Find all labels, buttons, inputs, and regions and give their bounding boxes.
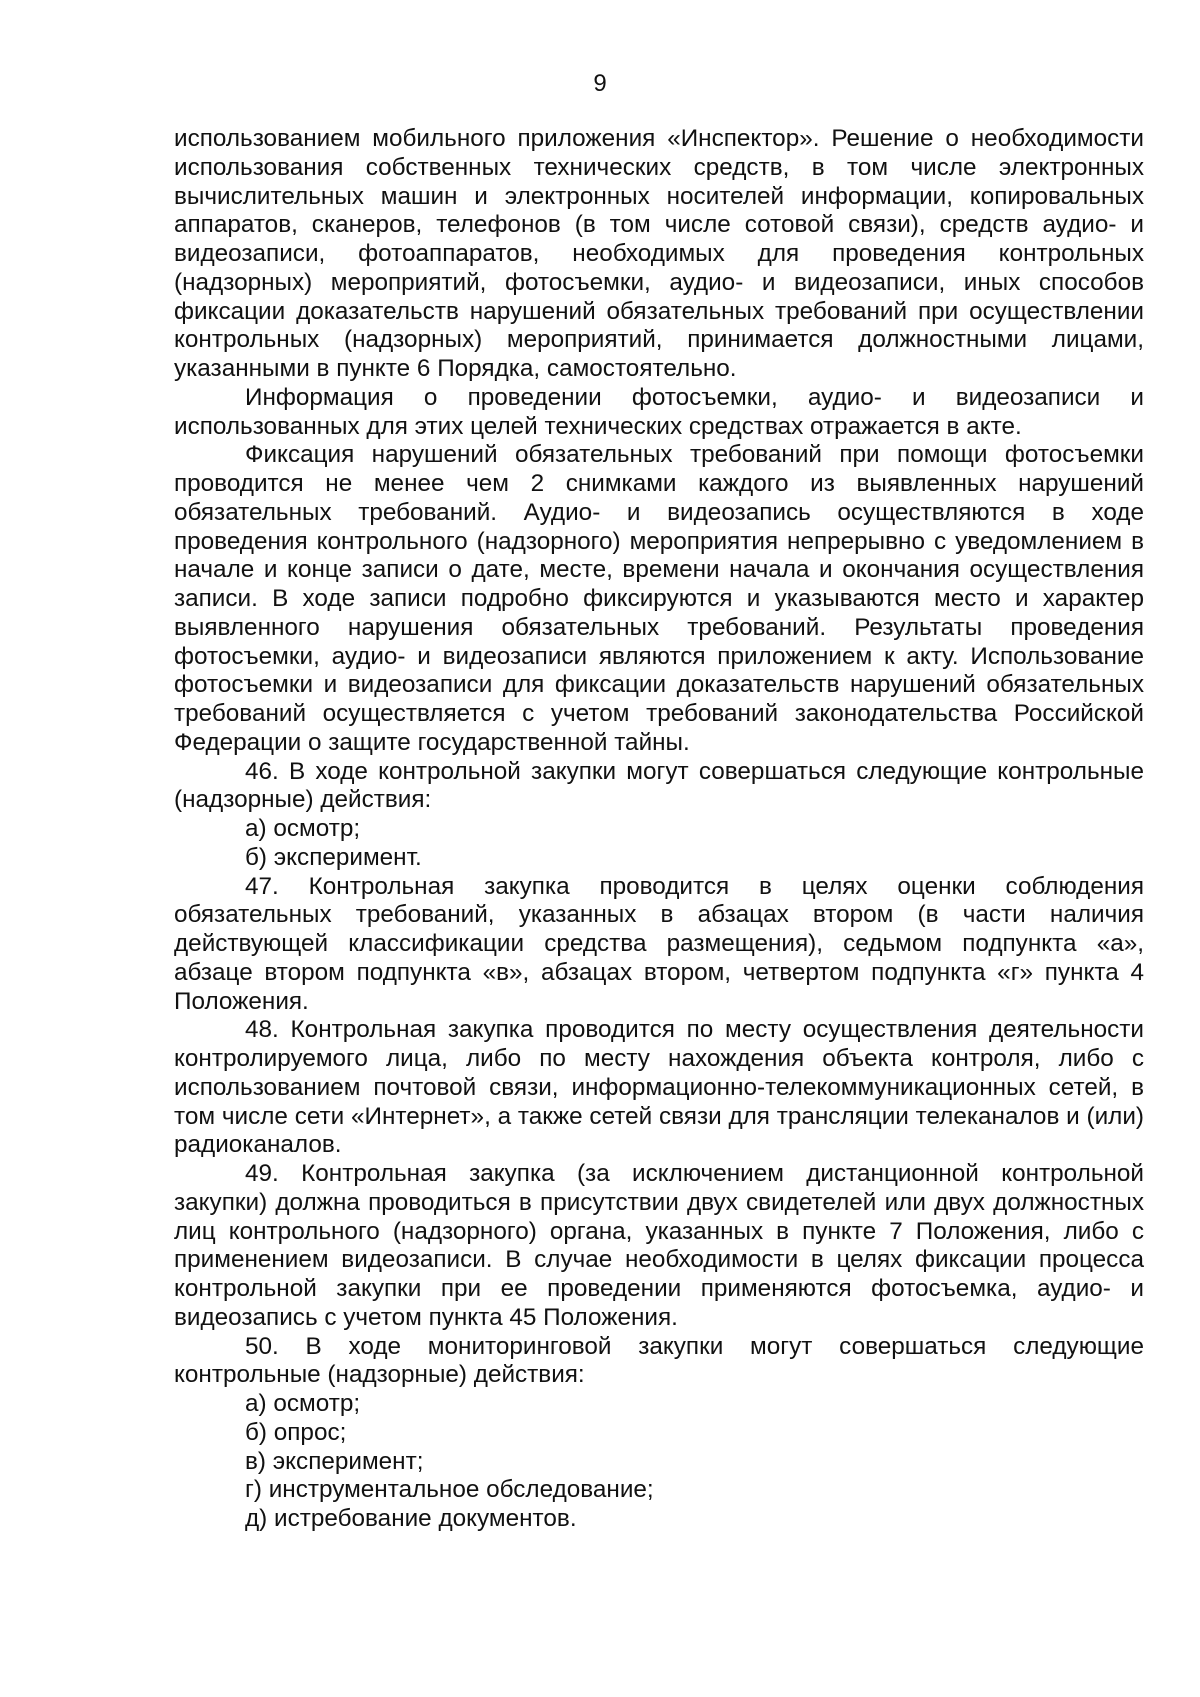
paragraph-photo-fixation: Фиксация нарушений обязательных требований при помощи фотосъемки проводится не менее чем 2 снимками каждого из выявленных нарушений обязательных требований. Аудио- и видеозапись осуществляются в ходе проведения контрольного (надзорного) мероприятия непрерывно с уведомлением в начале и конце записи о дате, месте, времени начала и окончания осуществления записи. В ходе записи подробно фиксируются и указываются место и характер выявленного нарушения обязательных требований. Результаты проведения фотосъемки, аудио- и видеозаписи являются приложением к акту. Использование фотосъемки и видеозаписи для фиксации доказательств нарушений обязательных требований осуществляется с учетом требований законодательства Российской Федерации о защите государственной тайны. [174, 441, 1144, 756]
list-item-a-inspection: а) осмотр; [245, 815, 361, 842]
list-item-d-instrumental-examination: г) инструментальное обследование; [245, 1476, 654, 1504]
clause-46: 46. В ходе контрольной закупки могут совершаться следующие контрольные (надзорные) действия: [174, 757, 1144, 814]
paragraph-info-fixation: Информация о проведении фотосъемки, аудио- и видеозаписи и использованных для этих целей технических средствах отражается в акте. [174, 383, 1144, 440]
clause-50: 50. В ходе мониторинговой закупки могут совершаться следующие контрольные (надзорные) действия: [174, 1332, 1144, 1389]
clause-47: 47. Контрольная закупка проводится в целях оценки соблюдения обязательных требований, указанных в абзацах втором (в части наличия действующей классификации средства размещения), седьмом подпункта «а», абзаце втором подпункта «в», абзацах втором, четвертом подпункта «г» пункта 4 Положения. [174, 872, 1144, 1015]
list-item-a-inspection: а) осмотр; [245, 1390, 361, 1417]
paragraph-continuation: использованием мобильного приложения «Инспектор». Решение о необходимости использования собственных технических средств, в том числе электронных вычислительных машин и электронных носителей информации, копировальных аппаратов, сканеров, телефонов (в том числе сотовой связи), средств аудио- и видеозаписи, фотоаппаратов, необходимых для проведения контрольных (надзорных) мероприятий, фотосъемки, аудио- и видеозаписи, иных способов фиксации доказательств нарушений обязательных требований при осуществлении контрольных (надзорных) мероприятий, принимается должностными лицами, указанными в пункте 6 Порядка, самостоятельно. [174, 125, 1144, 382]
clause-49: 49. Контрольная закупка (за исключением дистанционной контрольной закупки) должна проводиться в присутствии двух свидетелей или двух должностных лиц контрольного (надзорного) органа, указанных в пункте 7 Положения, либо с применением видеозаписи. В случае необходимости в целях фиксации процесса контрольной закупки при ее проведении применяются фотосъемка, аудио- и видеозапись с учетом пункта 45 Положения. [174, 1160, 1144, 1331]
list-item-e-document-request: д) истребование документов. [245, 1505, 577, 1532]
clause-48: 48. Контрольная закупка проводится по месту осуществления деятельности контролируемого лица, либо по месту нахождения объекта контроля, либо с использованием почтовой связи, информационно-телекоммуникационных сетей, в том числе сети «Интернет», а также сетей связи для трансляции телеканалов и (или) радиоканалов. [174, 1016, 1144, 1159]
list-item-b-survey: б) опрос; [245, 1418, 347, 1446]
list-item-b-experiment: б) эксперимент. [245, 843, 422, 871]
page-number: 9 [593, 70, 607, 97]
document-body [174, 125, 1144, 1534]
list-item-c-experiment: в) эксперимент; [245, 1447, 424, 1475]
